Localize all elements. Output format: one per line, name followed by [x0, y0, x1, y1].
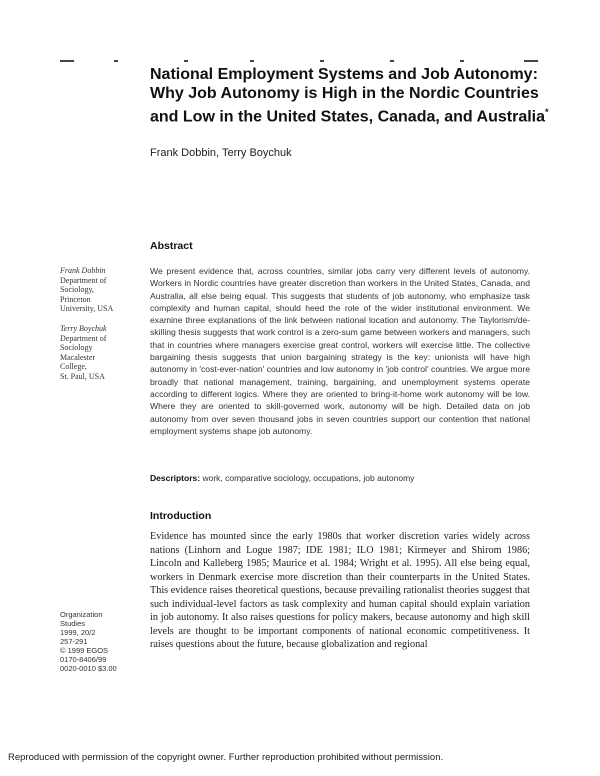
journal-info-line: 0170-8406/99: [60, 655, 107, 664]
affiliation-line: College,: [60, 362, 87, 371]
keywords-line: [150, 473, 530, 483]
title-footnote-mark: *: [545, 107, 549, 117]
affiliation-name: Frank Dobbin: [60, 266, 106, 275]
affiliation-line: Sociology,: [60, 285, 94, 294]
header-rule-marks: [60, 60, 540, 64]
affiliation-line: Department of: [60, 275, 107, 285]
affiliation-line: Sociology: [60, 343, 93, 352]
affiliation-line: Princeton: [60, 294, 91, 304]
journal-info-line: 1999, 20/2: [60, 628, 96, 637]
journal-info-line: 0020-0010 $3.00: [60, 664, 117, 673]
keywords-text: work, comparative sociology, occupations, job autonomy: [202, 473, 415, 483]
journal-info-line: Organization: [60, 610, 103, 619]
journal-info-line: © 1999 EGOS: [60, 646, 109, 655]
copyright-footer: Reproduced with permission of the copyright owner. Further reproduction prohibited without permission.: [8, 752, 444, 763]
journal-info: [60, 610, 140, 673]
journal-info-line: 257-291: [60, 637, 88, 646]
abstract-text: We present evidence that, across countries, similar jobs carry very different levels of autonomy. Workers in Nordic countries have greater discretion than workers in the United States, Canada, and Australia, all else being equal. This suggests that students of job autonomy, who emphasize task complexity and human capital, should heed the role of the wider institutional environment. We examine three explanations of the link between national location and autonomy. The Taylorism/de-skilling thesis suggests that work control is a zero-sum game between workers and managers, such that in countries where managers exercise great control, workers will exercise little. The collective bargaining thesis suggests that union bargaining strategy is the key: unionists will have high autonomy in 'cost-ever-nation' countries and low autonomy in 'job control' countries. We argue more broadly that national management, training, bargaining, and unemployment systems operate according to different logics. Where they are oriented to bring-it-home work autonomy will be low. Where they are oriented to skill-governed work, autonomy will be high. Detailed data on job autonomy from over seven thousand jobs in seven countries support our contention that national employment systems shape job autonomy.: [150, 266, 530, 436]
introduction-heading: Introduction: [150, 510, 212, 522]
keywords-label: Descriptors:: [150, 473, 201, 483]
abstract-heading: Abstract: [150, 240, 193, 252]
paper-title: [150, 66, 550, 127]
affiliation-dobbin: [60, 266, 140, 314]
affiliation-line: Department of: [60, 333, 107, 343]
paper-title-text: National Employment Systems and Job Autonomy: Why Job Autonomy is High in the Nordic Countries and Low in the United States, Canada, and Australia: [150, 66, 546, 126]
introduction-text: Evidence has mounted since the early 1980s that worker discretion varies widely across nations (Linhorn and Logue 1987; IDE 1981; ILO 1981; Kirmeyer and Shirom 1986; Lincoln and Kalleberg 1985; Maurice et al. 1984; Wright et al. 1995). All else being equal, workers in Denmark exercise more discretion than their counterparts in the United States. This evidence raises theoretical questions, because prevailing rationalist theories suggest that such individual-level factors as task complexity and human capital should explain variation in job autonomy. It also raises questions for policy makers, because autonomy and high skill levels are thought to be important components of national economic competitiveness. It raises questions about the future, because globalization and regional: [150, 531, 530, 650]
journal-info-line: Studies: [60, 619, 86, 628]
author-list: Frank Dobbin, Terry Boychuk: [150, 147, 292, 159]
affiliation-boychuk: [60, 324, 140, 381]
affiliation-line: St. Paul, USA: [60, 371, 105, 381]
affiliation-line: Macalester: [60, 352, 96, 362]
affiliation-line: University, USA: [60, 304, 114, 313]
affiliation-name: Terry Boychuk: [60, 324, 107, 333]
